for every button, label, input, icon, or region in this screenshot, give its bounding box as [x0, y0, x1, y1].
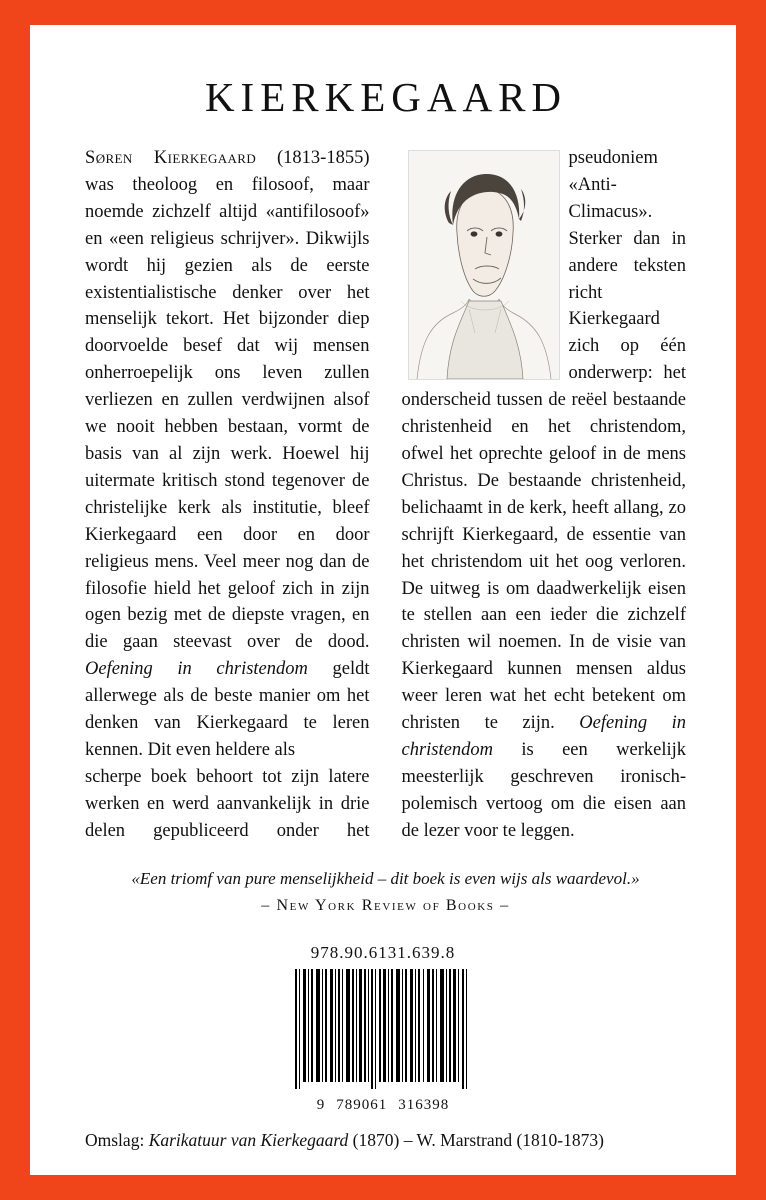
review-source: – New York Review of Books – — [261, 896, 510, 914]
barcode — [293, 969, 473, 1089]
page-title: KIERKEGAARD — [204, 74, 568, 120]
blurb-right-tail: is een werkelijk meesterlijk geschreven ironisch-polemisch vertoog om die eisen aan de lezer voor te leggen. — [401, 739, 686, 841]
blurb-right-text: scherpe boek behoort tot zijn latere werken en werd aanvankelijk in drie delen gepubliceerd onder het pseudoniem «Anti-Climacus». Sterker dan in andere teksten richt Kierkegaard zich op één onderwerp: het onderscheid tussen de reëel bestaande christenheid en het christendom, ofwel het oprechte geloof in de mens Christus. De bestaande christenheid, belichaamt in de kerk, heeft allang, zo schrijft Kierkegaard, de essentie van het christendom uit het oog verloren. De uitweg is om daadwerkelijk eisen te stellen aan een ieder die zichzelf christen wil noemen. In de visie van Kierkegaard kunnen mensen aldus weer leren wat het echt betekent om christen te zijn. — [85, 148, 686, 841]
portrait-kierkegaard — [408, 150, 560, 380]
cover-page — [30, 25, 736, 1175]
work-title-italic-2: Oefening in christendom — [401, 713, 687, 760]
barcode-digits — [30, 1097, 736, 1114]
blurb-columns — [85, 145, 686, 845]
isbn-block — [30, 943, 736, 1114]
blurb-left-text: (1813-1855) was theoloog en filosoof, maar noemde zichzelf altijd «antifilosoof» en «een religieus schrijver». Dikwijls wordt hij gezien als de eerste existentialistische denker over het menselijk tekort. Het bijzonder diep doorvoelde besef dat wij mensen onherroepelijk ons leven zullen verliezen en zullen verdwijnen alsof we nooit hebben bestaan, vormt de basis van al zijn werk. Hoewel hij uitermate kritisch stond tegenover de christelijke kerk als institutie, bleef Kierkegaard een door en door religieus mens. Veel meer nog dan de filosofie hield het geloof zich in zijn ogen bezig met de diepste vragen, en die gaan steevast over de dood. — [85, 148, 370, 653]
isbn-number: 978.90.6131.639.8 — [310, 943, 456, 962]
barcode-bars — [293, 969, 473, 1089]
blurb-paragraph — [85, 145, 370, 764]
work-title-italic-1: Oefening in christendom — [85, 659, 308, 680]
cover-credit — [85, 1130, 696, 1151]
credit-suffix: (1870) – W. Marstrand (1810-1873) — [348, 1130, 604, 1150]
credit-prefix: Omslag: — [85, 1130, 149, 1150]
barcode-digit-group-1: 9 — [316, 1097, 326, 1113]
blurb-left-tail: geldt allerwege als de beste manier om het denken van Kierkegaard te leren kennen. Dit even heldere als — [85, 659, 370, 760]
review-quote-block — [85, 867, 686, 915]
author-name-smallcaps: Søren Kierkegaard — [85, 148, 257, 168]
barcode-digit-group-3: 316398 — [398, 1097, 450, 1113]
credit-artwork-title: Karikatuur van Kierkegaard — [148, 1130, 349, 1150]
portrait-illustration — [409, 151, 559, 379]
barcode-digit-group-2: 789061 — [336, 1097, 388, 1113]
review-quote: «Een triomf van pure menselijkheid – dit boek is even wijs als waardevol.» — [131, 869, 640, 888]
